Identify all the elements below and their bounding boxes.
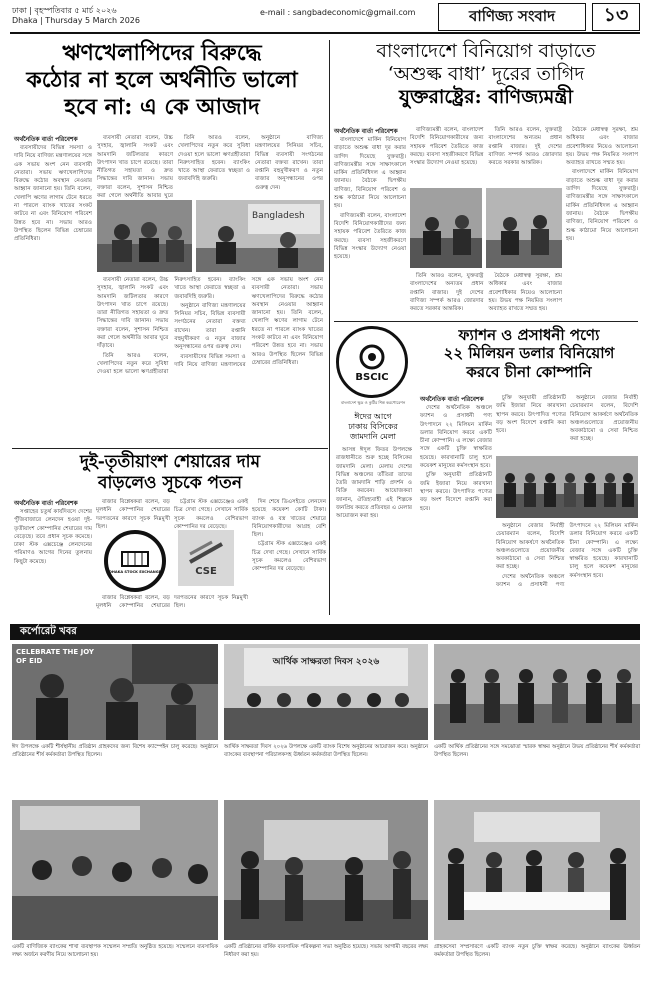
article2-body-c-more: বৈঠকে মেধাস্বত্ব সুরক্ষা, শ্রম অধিকার এবং বাজার প্রবেশাধিকার নিয়েও আলোচনা হয়। উভয় পক্ষ নিয়মিত সংলাপ অব্যাহত রাখতে সম্মত হয়। <box>488 273 562 313</box>
article4-body-a-more: চুক্তি অনুযায়ী প্রতিষ্ঠানটি জমি ইজারা নিয়ে কারখানা স্থাপন করবে। উৎপাদিত পণ্যের বড় অংশ বিদেশে রপ্তানি করা হবে। <box>420 472 492 512</box>
article3-body-c <box>174 498 248 530</box>
article3-body-a <box>14 508 92 614</box>
article3-body-b <box>96 498 170 530</box>
article1-body-col3-text: তিনি আরও বলেন, খেলাপিদের নতুন করে সুবিধা দেওয়া হলে ভালো ঋণগ্রহীতারা নিরুৎসাহিত হবেন। ব্যাংকিং খাতে আস্থা ফেরাতে স্বচ্ছতা ও জবাবদিহি জরুরি। <box>178 135 250 183</box>
vertical-divider <box>329 40 330 615</box>
bscic-body <box>336 446 412 614</box>
bscic-caption-line2: ঢাকায় বিসিকের <box>348 422 398 431</box>
article3-headline-line1: দুই-তৃতীয়াংশ শেয়ারের দাম <box>79 452 261 472</box>
article2-body-d-more: বাংলাদেশে মার্কিন বিনিয়োগ বাড়াতে অশুল্ক বাধা দূর করার তাগিদ দিয়েছে যুক্তরাষ্ট্র। বাণিজ্যমন্ত্রীর সঙ্গে সাক্ষাৎকালে মার্কিন প্রতিনিধিদল এ আহ্বান জানায়। বৈঠকে দ্বিপক্ষীয় বাণিজ্য, বিনিয়োগ পরিবেশ ও শুল্ক কাঠামো নিয়ে আলোচনা হয়। <box>566 169 638 242</box>
article1-body-col4-text: অনুষ্ঠানে বাণিজ্য মন্ত্রণালয়ের সিনিয়র সচিব, বিভিন্ন ব্যবসায়ী সংগঠনের নেতারা বক্তব্য রাখেন। তারা রপ্তানি বহুমুখীকরণ ও নতুন বাজার অনুসন্ধানের ওপর গুরুত্ব দেন। <box>255 135 323 191</box>
article3-body-c-text: চট্টগ্রাম স্টক এক্সচেঞ্জেও একই চিত্র দেখা গেছে। সেখানে সার্বিক সূচক কমলেও বেশিরভাগ কোম্পানির দর বেড়েছে। <box>174 499 248 530</box>
page-number: ১৩ <box>592 3 640 31</box>
article1-photo-left-image <box>97 200 192 272</box>
article4-body-d <box>496 522 638 614</box>
dse-logo <box>104 530 166 592</box>
dse-logo-text: DHAKA STOCK EXCHANGE <box>108 570 162 574</box>
corporate-photo-5 <box>224 800 428 940</box>
corporate-photo-3 <box>434 644 640 740</box>
bscic-body-text: আসন্ন ঈদুল ফিতর উপলক্ষে রাজধানীতে শুরু হচ্ছে বিসিকের জামদানি মেলা। মেলায় দেশের বিভিন্ন অঞ্চলের তাঁতিরা তাদের তৈরি জামদানি শাড়ি প্রদর্শন ও বিক্রি করবেন। আয়োজকরা জানান, ঐতিহ্যবাহী এই শিল্পকে জনপ্রিয় করতে প্রতিবছর এ মেলার আয়োজন করা হয়। <box>336 447 413 520</box>
article3-body-d-text: দিন শেষে ডিএসইতে লেনদেন হয়েছে কয়েকশ কোটি টাকা। ব্যাংক ও বস্ত্র খাতের শেয়ারে বিনিয়োগকারীদের আগ্রহ বেশি ছিল। <box>252 499 326 539</box>
issue-date <box>12 6 140 26</box>
contact-email[interactable]: e-mail : sangbadeconomic@gmail.com <box>260 8 416 17</box>
article4-body-a <box>420 404 492 614</box>
article1-body-col3 <box>178 134 250 196</box>
paper-masthead: বাণিজ্য সংবাদ <box>438 3 586 31</box>
article3-body-d <box>252 498 326 614</box>
article2-body-d-text: বৈঠকে মেধাস্বত্ব সুরক্ষা, শ্রম অধিকার এবং বাজার প্রবেশাধিকার নিয়েও আলোচনা হয়। উভয় পক্ষ নিয়মিত সংলাপ অব্যাহত রাখতে সম্মত হয়। <box>566 127 638 167</box>
article1-byline: অর্থনৈতিক বার্তা পরিবেশক <box>14 136 78 143</box>
bscic-logo-ring: বাংলাদেশ ক্ষুদ্র ও কুটির শিল্প করপোরেশন <box>340 400 406 405</box>
dse-emblem-icon <box>118 548 152 570</box>
corporate-photo-4 <box>12 800 218 940</box>
article2-photo-left-image <box>410 188 482 268</box>
corporate-section-bar <box>10 624 640 640</box>
corporate-caption-6: গ্রাহকসেবা সম্প্রসারণে একটি ব্যাংক নতুন চুক্তি স্বাক্ষর করেছে। অনুষ্ঠানে ব্যাংকের ঊর্ধ্বতন কর্মকর্তারা উপস্থিত ছিলেন। <box>434 944 640 958</box>
corporate-photo-6-image <box>434 800 640 940</box>
corporate-photo-2-overlay: আর্থিক সাক্ষরতা দিবস ২০২৬ <box>272 657 380 667</box>
corporate-photo-1-overlay: CELEBRATE THE JOY OF EID <box>16 648 94 665</box>
article2-photo-right <box>486 188 562 268</box>
corporate-photo-4-image <box>12 800 218 940</box>
article2-body-d <box>566 126 638 316</box>
article4-headline <box>420 326 638 381</box>
article4-body-d-text: অনুষ্ঠানে বেজার নির্বাহী চেয়ারম্যান বলেন, বিদেশি বিনিয়োগ আকর্ষণে অর্থনৈতিক অঞ্চলগুলোতে প্রয়োজনীয় অবকাঠামো ও সেবা নিশ্চিত করা হচ্ছে। <box>496 523 565 571</box>
issue-date-bn: ঢাকা | বৃহস্পতিবার ৫ মার্চ ২০২৬ <box>12 6 117 15</box>
cse-logo-text: CSE <box>195 565 217 577</box>
article2-headline-line1: বাংলাদেশে বিনিয়োগ বাড়াতে <box>376 40 596 62</box>
article2-body-a-more: বাণিজ্যমন্ত্রী বলেন, বাংলাদেশ বিদেশি বিনিয়োগকারীদের জন্য সহায়ক পরিবেশ তৈরিতে কাজ করছে। ব্যবসা সহজীকরণে বিভিন্ন সংস্কার উদ্যোগ নেওয়া হয়েছে। <box>334 212 406 261</box>
issue-date-en: Dhaka | Thursday 5 March 2026 <box>12 16 140 25</box>
article1-body-col4 <box>255 134 323 196</box>
article3-body-e <box>96 594 248 614</box>
article2-body-c-text: তিনি আরও বলেন, যুক্তরাষ্ট্র বাংলাদেশের অন্যতম প্রধান রপ্তানি বাজার। দুই দেশের বাণিজ্য সম্পর্ক আরও জোরদার করতে সরকার আন্তরিক। <box>410 273 484 313</box>
article2-photo-right-image <box>486 188 562 268</box>
article1-body-col1-text: ব্যবসায়ীদের বিভিন্ন সমস্যা ও দাবি নিয়ে বাণিজ্য মন্ত্রণালয়ের সঙ্গে এক সভায় অংশ নেন ব্যবসায়ী নেতারা। সভায় ঋণখেলাপিদের বিরুদ্ধে কঠোর অবস্থান নেওয়ার আহ্বান জানানো হয়। তিনি বলেন, খেলাপি ঋণের লাগাম টেনে ধরতে না পারলে ব্যাংক খাতের সংকট কাটবে না এবং বিনিয়োগ পরিবেশ উন্নত হবে না। সভায় আরও উপস্থিত ছিলেন বিভিন্ন চেম্বারের প্রতিনিধিরা। <box>14 145 92 243</box>
bscic-caption-line3: জামদানি মেলা <box>349 432 397 441</box>
article2-body-b-more: তিনি আরও বলেন, যুক্তরাষ্ট্র বাংলাদেশের অন্যতম প্রধান রপ্তানি বাজার। দুই দেশের বাণিজ্য সম্পর্ক আরও জোরদার করতে সরকার আন্তরিক। <box>488 127 562 167</box>
article2-body-b <box>410 126 562 184</box>
article3-headline <box>12 452 328 493</box>
article1-headline <box>12 40 312 120</box>
article1-headline-line1: ঋণখেলাপিদের বিরুদ্ধে <box>62 40 262 66</box>
article2-body-a-text: বাংলাদেশে মার্কিন বিনিয়োগ বাড়াতে অশুল্ক বাধা দূর করার তাগিদ দিয়েছে যুক্তরাষ্ট্র। বাণিজ্যমন্ত্রীর সঙ্গে সাক্ষাৎকালে মার্কিন প্রতিনিধিদল এ আহ্বান জানায়। বৈঠকে দ্বিপক্ষীয় বাণিজ্য, বিনিয়োগ পরিবেশ ও শুল্ক কাঠামো নিয়ে আলোচনা হয়। <box>334 137 406 210</box>
gear-icon <box>352 342 392 372</box>
article2-body-a <box>334 136 406 318</box>
article1-photo-right <box>196 200 324 272</box>
article1-body-lower-a: ব্যবসায়ী নেতারা বলেন, উচ্চ সুদহার, জ্বালানি সংকট এবং আমদানি জটিলতার কারণে উৎপাদন খাত চাপে রয়েছে। তারা নীতিগত সহায়তা ও দ্রুত সিদ্ধান্তের দাবি জানান। সভায় বক্তারা বলেন, সুশাসন নিশ্চিত করা গেলে অর্থনীতি আবার ঘুরে দাঁড়াবে। <box>97 277 169 350</box>
article2-headline <box>334 40 638 110</box>
article1-body-lower-d: ব্যবসায়ীদের বিভিন্ন সমস্যা ও দাবি নিয়ে বাণিজ্য মন্ত্রণালয়ের সঙ্গে এক সভায় অংশ নেন ব্যবসায়ী নেতারা। সভায় ঋণখেলাপিদের বিরুদ্ধে কঠোর অবস্থান নেওয়ার আহ্বান জানানো হয়। তিনি বলেন, খেলাপি ঋণের লাগাম টেনে ধরতে না পারলে ব্যাংক খাতের সংকট কাটবে না এবং বিনিয়োগ পরিবেশ উন্নত হবে না। সভায় আরও উপস্থিত ছিলেন বিভিন্ন চেম্বারের প্রতিনিধিরা। <box>174 277 323 368</box>
bscic-caption-line1: ঈদের আগে <box>354 412 392 421</box>
article3-headline-line2: বাড়লেও সূচকে পতন <box>98 472 242 493</box>
article4-body-c-text: অনুষ্ঠানে বেজার নির্বাহী চেয়ারম্যান বলেন, বিদেশি বিনিয়োগ আকর্ষণে অর্থনৈতিক অঞ্চলগুলোতে প্রয়োজনীয় অবকাঠামো ও সেবা নিশ্চিত করা হচ্ছে। <box>570 395 638 443</box>
article4-body-d-more: দেশের অর্থনৈতিক অঞ্চলে ফ্যাশন ও প্রসাধনী পণ্য উৎপাদনে ২২ মিলিয়ন মার্কিন ডলার বিনিয়োগ করবে একটি চীনা কোম্পানি। এ লক্ষ্যে বেজার সঙ্গে একটি চুক্তি স্বাক্ষরিত হয়েছে। কারখানাটি চালু হলে কয়েকশ মানুষের কর্মসংস্থান হবে। <box>496 523 638 589</box>
divider-article4 <box>334 321 638 322</box>
bscic-logo-text: BSCIC <box>355 371 389 383</box>
article2-body-b-text: বাণিজ্যমন্ত্রী বলেন, বাংলাদেশ বিদেশি বিনিয়োগকারীদের জন্য সহায়ক পরিবেশ তৈরিতে কাজ করছে। ব্যবসা সহজীকরণে বিভিন্ন সংস্কার উদ্যোগ নেওয়া হয়েছে। <box>410 127 484 167</box>
corporate-photo-3-image <box>434 644 640 740</box>
divider-article3 <box>12 448 328 449</box>
article1-photo-left <box>97 200 192 272</box>
corporate-caption-3: একটি আর্থিক প্রতিষ্ঠানের সঙ্গে সমঝোতা স্মারক স্বাক্ষর অনুষ্ঠানে উভয় প্রতিষ্ঠানের শীর্ষ কর্মকর্তারা উপস্থিত ছিলেন। <box>434 744 640 758</box>
article2-headline-line2: ‘অশুল্ক বাধা’ দূরের তাগিদ <box>387 63 585 86</box>
cse-emblem-icon <box>186 540 226 566</box>
corporate-caption-2: আর্থিক সাক্ষরতা দিবস ২০২৬ উপলক্ষে একটি ব্যাংক বিশেষ অনুষ্ঠানের আয়োজন করে। অনুষ্ঠানে ব্যাংকের ব্যবস্থাপনা পরিচালকসহ ঊর্ধ্বতন কর্মকর্তারা উপস্থিত ছিলেন। <box>224 744 428 758</box>
article2-headline-line3: যুক্তরাষ্ট্রের: বাণিজ্যমন্ত্রী <box>399 86 573 109</box>
article3-body-a-text: সপ্তাহের চতুর্থ কার্যদিবসে দেশের পুঁজিবাজারে লেনদেন হওয়া দুই-তৃতীয়াংশ কোম্পানির শেয়ারের দাম বেড়েছে। তবে প্রধান সূচক কমেছে। ঢাকা স্টক এক্সচেঞ্জে লেনদেনের পরিমাণও আগের দিনের তুলনায় কিছুটা কমেছে। <box>14 509 92 565</box>
corporate-photo-6 <box>434 800 640 940</box>
article1-body-lower-c: অনুষ্ঠানে বাণিজ্য মন্ত্রণালয়ের সিনিয়র সচিব, বিভিন্ন ব্যবসায়ী সংগঠনের নেতারা বক্তব্য রাখেন। তারা রপ্তানি বহুমুখীকরণ ও নতুন বাজার অনুসন্ধানের ওপর গুরুত্ব দেন। <box>174 302 246 351</box>
article4-headline-line3: করবে চীনা কোম্পানি <box>466 362 592 381</box>
article2-byline: অর্থনৈতিক বার্তা পরিবেশক <box>334 128 398 135</box>
article4-body-a-text: দেশের অর্থনৈতিক অঞ্চলে ফ্যাশন ও প্রসাধনী পণ্য উৎপাদনে ২২ মিলিয়ন মার্কিন ডলার বিনিয়োগ করবে একটি চীনা কোম্পানি। এ লক্ষ্যে বেজার সঙ্গে একটি চুক্তি স্বাক্ষরিত হয়েছে। কারখানাটি চালু হলে কয়েকশ মানুষের কর্মসংস্থান হবে। <box>420 405 492 470</box>
article1-body-lower-b: তিনি আরও বলেন, খেলাপিদের নতুন করে সুবিধা দেওয়া হলে ভালো ঋণগ্রহীতারা নিরুৎসাহিত হবেন। ব্যাংকিং খাতে আস্থা ফেরাতে স্বচ্ছতা ও জবাবদিহি জরুরি। <box>97 277 246 376</box>
bscic-logo <box>336 326 408 398</box>
article4-body-c <box>570 394 638 452</box>
corporate-caption-1: ঈদ উপলক্ষে একটি শীর্ষস্থানীয় প্রতিষ্ঠান গ্রাহকদের জন্য বিশেষ ক্যাম্পেইন চালু করেছে। অনুষ্ঠানে প্রতিষ্ঠানের শীর্ষ কর্মকর্তারা উপস্থিত ছিলেন। <box>12 744 218 758</box>
article3-byline: অর্থনৈতিক বার্তা পরিবেশক <box>14 500 78 507</box>
article1-body-lower <box>97 276 323 444</box>
article1-headline-line2: কঠোর না হলে অর্থনীতি ভালো <box>26 66 298 93</box>
article4-headline-line1: ফ্যাশন ও প্রসাধনী পণ্যে <box>458 326 600 344</box>
article2-body-c <box>410 272 562 318</box>
article1-body-col2 <box>97 134 173 200</box>
article2-photo-left <box>410 188 482 268</box>
article4-headline-line2: ২২ মিলিয়ন ডলার বিনিয়োগ <box>443 344 615 363</box>
article1-headline-line3: হবে না: এ কে আজাদ <box>64 93 260 120</box>
article4-body-b <box>496 394 566 452</box>
svg-text:Bangladesh: Bangladesh <box>252 211 305 221</box>
article4-photo <box>496 456 638 518</box>
article1-body-col2-text: ব্যবসায়ী নেতারা বলেন, উচ্চ সুদহার, জ্বালানি সংকট এবং আমদানি জটিলতার কারণে উৎপাদন খাত চাপে রয়েছে। তারা নীতিগত সহায়তা ও দ্রুত সিদ্ধান্তের দাবি জানান। সভায় বক্তারা বলেন, সুশাসন নিশ্চিত করা গেলে অর্থনীতি আবার ঘুরে <box>97 135 173 200</box>
article4-body-b-text: চুক্তি অনুযায়ী প্রতিষ্ঠানটি জমি ইজারা নিয়ে কারখানা স্থাপন করবে। উৎপাদিত পণ্যের বড় অংশ বিদেশে রপ্তানি করা হবে। <box>496 395 566 435</box>
article1-photo-right-image <box>196 200 324 272</box>
article4-byline: অর্থনৈতিক বার্তা পরিবেশক <box>420 396 484 403</box>
corporate-photo-5-image <box>224 800 428 940</box>
article4-photo-image <box>496 456 638 518</box>
corporate-caption-4: একটি বাণিজ্যিক ব্যাংকের শাখা ব্যবস্থাপক সম্মেলন সম্প্রতি অনুষ্ঠিত হয়েছে। সম্মেলনে ব্যবসায়িক লক্ষ্য অর্জনে করণীয় নিয়ে আলোচনা হয়। <box>12 944 218 958</box>
corporate-section-title: কর্পোরেট খবর <box>20 625 77 637</box>
cse-logo <box>178 530 234 586</box>
bscic-caption <box>334 412 412 442</box>
header-divider <box>10 32 640 34</box>
article1-body-col1 <box>14 144 92 444</box>
article3-body-b-text: বাজার বিশ্লেষকরা বলেন, বড় মূলধনি কোম্পানির শেয়ারের দরপতনের কারণে সূচক নিম্নমুখী ছিল। <box>96 499 170 530</box>
article3-body-d-more: চট্টগ্রাম স্টক এক্সচেঞ্জেও একই চিত্র দেখা গেছে। সেখানে সার্বিক সূচক কমলেও বেশিরভাগ কোম্পানির দর বেড়েছে। <box>252 541 326 573</box>
article3-body-e-text: বাজার বিশ্লেষকরা বলেন, বড় মূলধনি কোম্পানির শেয়ারের দরপতনের কারণে সূচক নিম্নমুখী ছিল। <box>96 595 248 610</box>
corporate-caption-5: একটি প্রতিষ্ঠানের বার্ষিক ব্যবসায়িক পরিকল্পনা সভা অনুষ্ঠিত হয়েছে। সভায় আগামী বছরের লক্ষ্য নির্ধারণ করা হয়। <box>224 944 428 958</box>
